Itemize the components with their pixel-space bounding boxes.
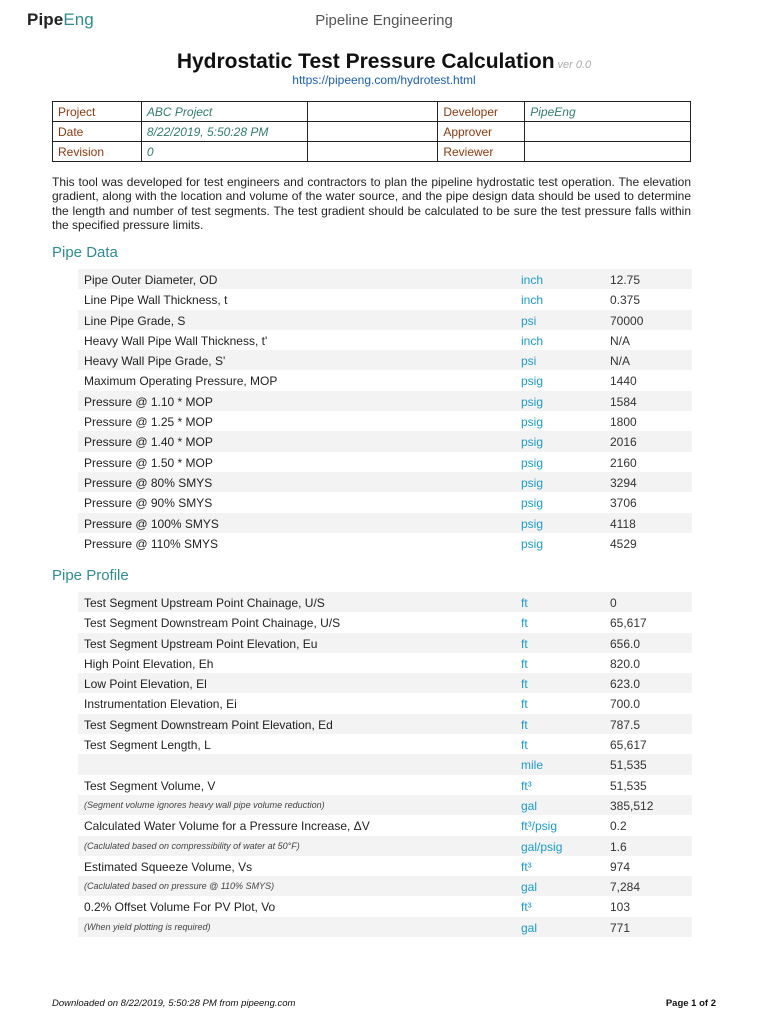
row-unit: ft³: [521, 900, 532, 915]
table-row: [78, 472, 692, 492]
row-value: 1440: [610, 374, 637, 389]
row-unit: psig: [521, 496, 544, 511]
table-row: [78, 836, 692, 856]
row-value: 787.5: [610, 717, 641, 732]
row-label: Maximum Operating Pressure, MOP: [84, 374, 278, 389]
row-unit: ft: [521, 596, 528, 610]
table-row: [78, 896, 692, 916]
row-label: Heavy Wall Pipe Wall Thickness, t': [84, 333, 268, 348]
row-unit: inch: [521, 333, 544, 348]
row-unit: psig: [521, 536, 544, 551]
table-row: [78, 592, 692, 612]
row-label: Line Pipe Wall Thickness, t: [84, 293, 228, 308]
row-unit: ft: [521, 697, 528, 712]
revision-row: [53, 142, 691, 162]
row-label: Test Segment Upstream Point Elevation, Eu: [84, 636, 318, 651]
row-unit: ft: [521, 677, 528, 692]
table-row: [78, 775, 692, 795]
row-value: 7,284: [610, 880, 641, 895]
row-label: Calculated Water Volume for a Pressure Increase, ΔV: [84, 819, 370, 834]
row-label: Test Segment Upstream Point Chainage, U/S: [84, 596, 325, 610]
row-value: N/A: [610, 333, 631, 348]
project-row: [53, 102, 691, 122]
row-value: 1584: [610, 394, 637, 409]
row-value: 4529: [610, 536, 637, 551]
row-value: 0.375: [610, 293, 641, 308]
row-unit: psig: [521, 455, 544, 470]
reviewer-value: [525, 142, 691, 162]
row-unit: mile: [521, 758, 544, 773]
row-value: 65,617: [610, 738, 647, 753]
row-value: 656.0: [610, 636, 641, 651]
table-row: [78, 795, 692, 815]
row-value: 974: [610, 859, 631, 874]
date-row: [53, 122, 691, 142]
date-value: 8/22/2019, 5:50:28 PM: [141, 122, 307, 142]
document-title: [0, 50, 768, 74]
row-value: 2016: [610, 435, 637, 450]
row-unit: ft: [521, 616, 528, 631]
table-row: [78, 815, 692, 835]
row-value: 3706: [610, 496, 637, 511]
row-unit: psig: [521, 475, 544, 490]
project-value: ABC Project: [141, 102, 307, 122]
download-footer: Downloaded on 8/22/2019, 5:50:28 PM from pipeeng.com: [52, 998, 296, 1009]
row-value: N/A: [610, 354, 631, 369]
row-value: 12.75: [610, 273, 641, 287]
row-note: (When yield plotting is required): [84, 921, 211, 932]
row-unit: ft: [521, 656, 528, 671]
row-unit: gal: [521, 880, 538, 895]
row-value: 0: [610, 596, 617, 610]
row-value: 700.0: [610, 697, 641, 712]
row-value: 771: [610, 920, 631, 935]
row-label: Pressure @ 1.40 * MOP: [84, 435, 213, 450]
pipe-data-list: [78, 269, 692, 553]
row-note: (Segment volume ignores heavy wall pipe volume reduction): [84, 799, 325, 810]
logo-part-pipe: Pipe: [27, 10, 64, 29]
row-label: Test Segment Downstream Point Chainage, U/S: [84, 616, 341, 631]
top-bar: [0, 0, 768, 42]
table-row: [78, 330, 692, 350]
row-label: Pressure @ 1.10 * MOP: [84, 394, 213, 409]
logo-part-eng: Eng: [63, 10, 94, 29]
row-unit: gal: [521, 798, 538, 813]
row-value: 820.0: [610, 656, 641, 671]
row-unit: inch: [521, 273, 544, 287]
row-label: Test Segment Length, L: [84, 738, 211, 753]
table-row: [78, 452, 692, 472]
revision-label: Revision: [53, 142, 142, 162]
table-row: [78, 533, 692, 553]
row-note: (Caclulated based on pressure @ 110% SMYS): [84, 881, 275, 892]
row-value: 70000: [610, 313, 644, 328]
table-row: [78, 653, 692, 673]
table-row: [78, 269, 692, 289]
project-info-table: [52, 101, 691, 162]
approver-label: Approver: [438, 122, 525, 142]
table-row: [78, 310, 692, 330]
table-row: [78, 289, 692, 309]
table-row: [78, 612, 692, 632]
pipe-profile-heading: Pipe Profile: [52, 567, 129, 584]
empty-cell: [307, 102, 438, 122]
row-label: Heavy Wall Pipe Grade, S': [84, 354, 226, 369]
row-unit: inch: [521, 293, 544, 308]
table-row: [78, 633, 692, 653]
row-value: 385,512: [610, 798, 654, 813]
row-value: 0.2: [610, 819, 627, 834]
row-label: Instrumentation Elevation, Ei: [84, 697, 237, 712]
row-unit: ft: [521, 738, 528, 753]
row-label: Test Segment Volume, V: [84, 778, 216, 793]
table-row: [78, 350, 692, 370]
table-row: [78, 391, 692, 411]
table-row: [78, 754, 692, 774]
row-label: Pressure @ 80% SMYS: [84, 475, 213, 490]
document-url-link[interactable]: https://pipeeng.com/hydrotest.html: [292, 73, 476, 87]
project-label: Project: [53, 102, 142, 122]
row-label: Estimated Squeeze Volume, Vs: [84, 859, 253, 874]
table-row: [78, 370, 692, 390]
row-unit: ft³: [521, 859, 532, 874]
row-unit: ft³: [521, 778, 532, 793]
row-value: 1.6: [610, 839, 627, 854]
row-unit: ft³/psig: [521, 819, 558, 834]
row-label: Pressure @ 90% SMYS: [84, 496, 213, 511]
empty-cell: [307, 122, 438, 142]
row-unit: psi: [521, 354, 537, 369]
row-value: 1800: [610, 415, 637, 430]
row-value: 2160: [610, 455, 637, 470]
row-label: Pressure @ 1.25 * MOP: [84, 415, 213, 430]
row-note: (Caclulated based on compressibility of water at 50°F): [84, 840, 300, 851]
document-title-text: Hydrostatic Test Pressure Calculation: [176, 50, 555, 73]
row-unit: psig: [521, 394, 544, 409]
row-unit: psi: [521, 313, 537, 328]
row-unit: psig: [521, 374, 544, 389]
row-label: Pressure @ 1.50 * MOP: [84, 455, 213, 470]
table-row: [78, 513, 692, 533]
date-label: Date: [53, 122, 142, 142]
row-value: 103: [610, 900, 631, 915]
row-unit: gal/psig: [521, 839, 563, 854]
site-title: Pipeline Engineering: [315, 12, 453, 29]
row-unit: psig: [521, 415, 544, 430]
developer-value: PipeEng: [525, 102, 691, 122]
row-value: 65,617: [610, 616, 647, 631]
table-row: [78, 876, 692, 896]
row-label: Pipe Outer Diameter, OD: [84, 273, 218, 287]
row-label: Low Point Elevation, El: [84, 677, 207, 692]
table-row: [78, 411, 692, 431]
empty-cell: [307, 142, 438, 162]
table-row: [78, 673, 692, 693]
table-row: [78, 492, 692, 512]
row-unit: ft: [521, 636, 528, 651]
pipe-data-heading: Pipe Data: [52, 244, 118, 261]
row-label: Test Segment Downstream Point Elevation, Ed: [84, 717, 333, 732]
row-value: 3294: [610, 475, 637, 490]
row-label: Pressure @ 110% SMYS: [84, 536, 219, 551]
row-unit: psig: [521, 516, 544, 531]
table-row: [78, 734, 692, 754]
approver-value: [525, 122, 691, 142]
row-value: 623.0: [610, 677, 641, 692]
page-number: Page 1 of 2: [665, 998, 716, 1009]
row-value: 51,535: [610, 778, 647, 793]
row-unit: psig: [521, 435, 544, 450]
pipe-profile-list: [78, 592, 692, 937]
row-label: Pressure @ 100% SMYS: [84, 516, 219, 531]
intro-paragraph: This tool was developed for test engineers and contractors to plan the pipeline hydrostatic test operation. The elevation gradient, along with the location and volume of the water source, and the pipe design data should be used to determine the length and number of test segments. The test gradient should be calculated to be sure the test pressure falls within the specified pressure limits.: [52, 175, 691, 233]
row-unit: gal: [521, 920, 538, 935]
row-unit: ft: [521, 717, 528, 732]
revision-value: 0: [141, 142, 307, 162]
row-label: 0.2% Offset Volume For PV Plot, Vo: [84, 900, 276, 915]
table-row: [78, 714, 692, 734]
table-row: [78, 693, 692, 713]
row-label: High Point Elevation, Eh: [84, 656, 214, 671]
row-label: Line Pipe Grade, S: [84, 313, 186, 328]
version-label: ver 0.0: [557, 59, 592, 71]
row-value: 51,535: [610, 758, 647, 773]
developer-label: Developer: [438, 102, 525, 122]
table-row: [78, 431, 692, 451]
table-row: [78, 917, 692, 937]
row-value: 4118: [610, 516, 636, 531]
reviewer-label: Reviewer: [438, 142, 525, 162]
table-row: [78, 856, 692, 876]
